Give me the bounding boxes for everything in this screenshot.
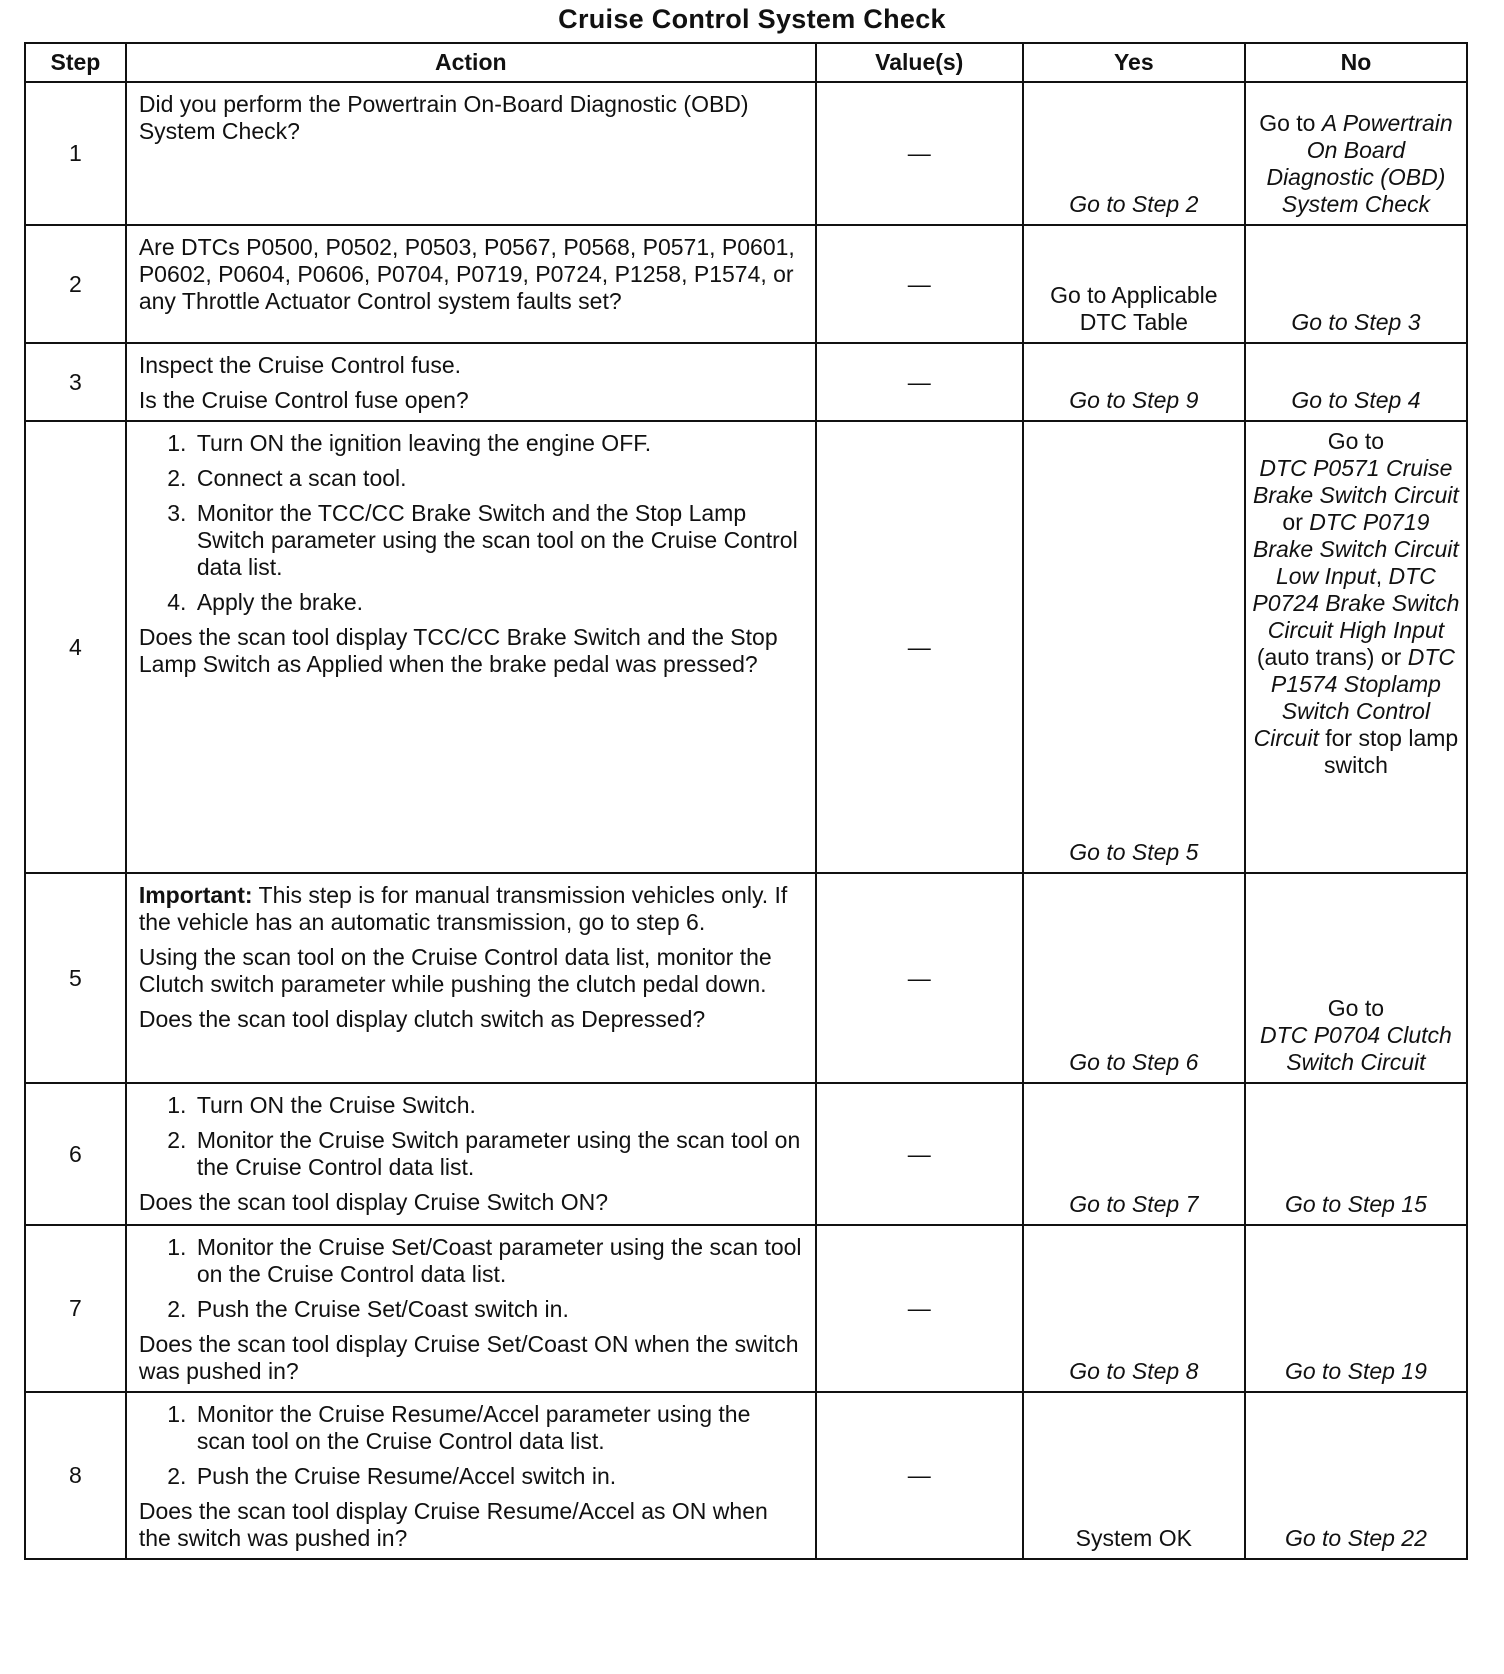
no-text: for stop lamp switch [1318, 725, 1459, 778]
header-action: Action [126, 43, 816, 82]
page-title: Cruise Control System Check [558, 4, 946, 34]
table-row [25, 82, 1467, 225]
no-cell [1245, 873, 1467, 1083]
action-steps-list [139, 1234, 805, 1323]
no-cell [1245, 82, 1467, 225]
no-cell [1245, 421, 1467, 873]
step-number: 5 [25, 873, 126, 1083]
no-cell: Go to Step 4 [1245, 343, 1467, 421]
important-note [139, 882, 805, 936]
yes-cell: Go to Step 7 [1023, 1083, 1245, 1225]
action-instruction: Using the scan tool on the Cruise Control data list, monitor the Clutch switch parameter while pushing the clutch pedal down. [138, 944, 772, 997]
step-number: 6 [25, 1083, 126, 1225]
list-item: 1. Monitor the Cruise Resume/Accel parameter using the scan tool on the Cruise Control data list. [193, 1401, 805, 1455]
value-cell: — [816, 1392, 1023, 1559]
list-item: 2. Connect a scan tool. [193, 465, 805, 492]
table-row [25, 1225, 1467, 1392]
no-text: Go to [1327, 995, 1385, 1021]
action-cell [126, 1083, 816, 1225]
step-number: 2 [25, 225, 126, 343]
list-item: 3. Monitor the TCC/CC Brake Switch and the Stop Lamp Switch parameter using the scan tool on the Cruise Control data list. [193, 500, 805, 581]
step-number: 4 [25, 421, 126, 873]
action-steps-list [139, 430, 805, 616]
yes-cell: System OK [1023, 1392, 1245, 1559]
no-cell: Go to Step 19 [1245, 1225, 1467, 1392]
no-text: (auto trans) or [1256, 644, 1408, 670]
yes-cell: Go to Step 2 [1023, 82, 1245, 225]
action-question: Does the scan tool display clutch switch as Depressed? [138, 1006, 706, 1032]
value-cell: — [816, 343, 1023, 421]
list-item: 1. Turn ON the Cruise Switch. [193, 1092, 805, 1119]
value-cell: — [816, 1225, 1023, 1392]
no-link: DTC P0719 Brake Switch Circuit Low Input [1253, 509, 1459, 589]
no-cell: Go to Step 15 [1245, 1083, 1467, 1225]
action-cell [126, 1392, 816, 1559]
no-cell: Go to Step 22 [1245, 1392, 1467, 1559]
action-cell [126, 225, 816, 343]
action-cell [126, 873, 816, 1083]
table-header-row [25, 43, 1467, 82]
step-number: 1 [25, 82, 126, 225]
header-yes: Yes [1023, 43, 1245, 82]
step-number: 3 [25, 343, 126, 421]
important-label: Important: [138, 882, 253, 908]
table-row [25, 421, 1467, 873]
action-steps-list [139, 1401, 805, 1490]
action-cell [126, 421, 816, 873]
no-text: or [1282, 509, 1310, 535]
action-question: Does the scan tool display Cruise Set/Coast ON when the switch was pushed in? [138, 1331, 799, 1384]
step-number: 7 [25, 1225, 126, 1392]
list-item: 1. Monitor the Cruise Set/Coast parameter using the scan tool on the Cruise Control data list. [193, 1234, 805, 1288]
value-cell: — [816, 1083, 1023, 1225]
no-link: DTC P1574 Stoplamp Switch Control Circuit [1253, 644, 1455, 751]
action-question: Is the Cruise Control fuse open? [138, 387, 469, 413]
action-cell [126, 343, 816, 421]
no-text: , [1375, 563, 1389, 589]
yes-cell: Go to Step 8 [1023, 1225, 1245, 1392]
value-cell: — [816, 82, 1023, 225]
yes-cell: Go to Applicable DTC Table [1023, 225, 1245, 343]
action-cell [126, 82, 816, 225]
header-no: No [1245, 43, 1467, 82]
table-row [25, 873, 1467, 1083]
list-item: 4. Apply the brake. [193, 589, 805, 616]
no-link: DTC P0704 Clutch Switch Circuit [1260, 1022, 1452, 1075]
no-link: A Powertrain On Board Diagnostic (OBD) System Check [1266, 110, 1453, 217]
list-item: 2. Monitor the Cruise Switch parameter using the scan tool on the Cruise Control data list. [193, 1127, 805, 1181]
yes-cell: Go to Step 5 [1023, 421, 1245, 873]
important-text: This step is for manual transmission vehicles only. If the vehicle has an automatic transmission, go to step 6. [138, 882, 788, 935]
value-cell: — [816, 421, 1023, 873]
action-instruction: Inspect the Cruise Control fuse. [138, 352, 462, 378]
list-item: 1. Turn ON the ignition leaving the engine OFF. [193, 430, 805, 457]
no-link: DTC P0724 Brake Switch Circuit High Input [1252, 563, 1460, 643]
action-question: Did you perform the Powertrain On-Board Diagnostic (OBD) System Check? [138, 91, 749, 144]
action-question: Does the scan tool display Cruise Switch ON? [138, 1189, 608, 1215]
no-text: Go to [1327, 428, 1385, 454]
no-text: Go to [1259, 110, 1322, 136]
value-cell: — [816, 225, 1023, 343]
header-values: Value(s) [816, 43, 1023, 82]
no-link: DTC P0571 Cruise Brake Switch Circuit [1253, 455, 1459, 508]
list-item: 2. Push the Cruise Set/Coast switch in. [193, 1296, 805, 1323]
action-question: Does the scan tool display Cruise Resume/Accel as ON when the switch was pushed in? [138, 1498, 768, 1551]
table-row [25, 1083, 1467, 1225]
no-cell: Go to Step 3 [1245, 225, 1467, 343]
yes-cell: Go to Step 9 [1023, 343, 1245, 421]
list-item: 2. Push the Cruise Resume/Accel switch in. [193, 1463, 805, 1490]
table-row [25, 343, 1467, 421]
action-question: Are DTCs P0500, P0502, P0503, P0567, P0568, P0571, P0601, P0602, P0604, P0606, P0704, P0719, P0724, P1258, P1574, or any Throttle Actuator Control system faults set? [138, 234, 795, 314]
step-number: 8 [25, 1392, 126, 1559]
header-step: Step [25, 43, 126, 82]
yes-cell: Go to Step 6 [1023, 873, 1245, 1083]
action-cell [126, 1225, 816, 1392]
diagnostic-table [24, 42, 1468, 1560]
table-row [25, 225, 1467, 343]
value-cell: — [816, 873, 1023, 1083]
action-question: Does the scan tool display TCC/CC Brake Switch and the Stop Lamp Switch as Applied when the brake pedal was pressed? [138, 624, 778, 677]
table-row [25, 1392, 1467, 1559]
action-steps-list [139, 1092, 805, 1181]
